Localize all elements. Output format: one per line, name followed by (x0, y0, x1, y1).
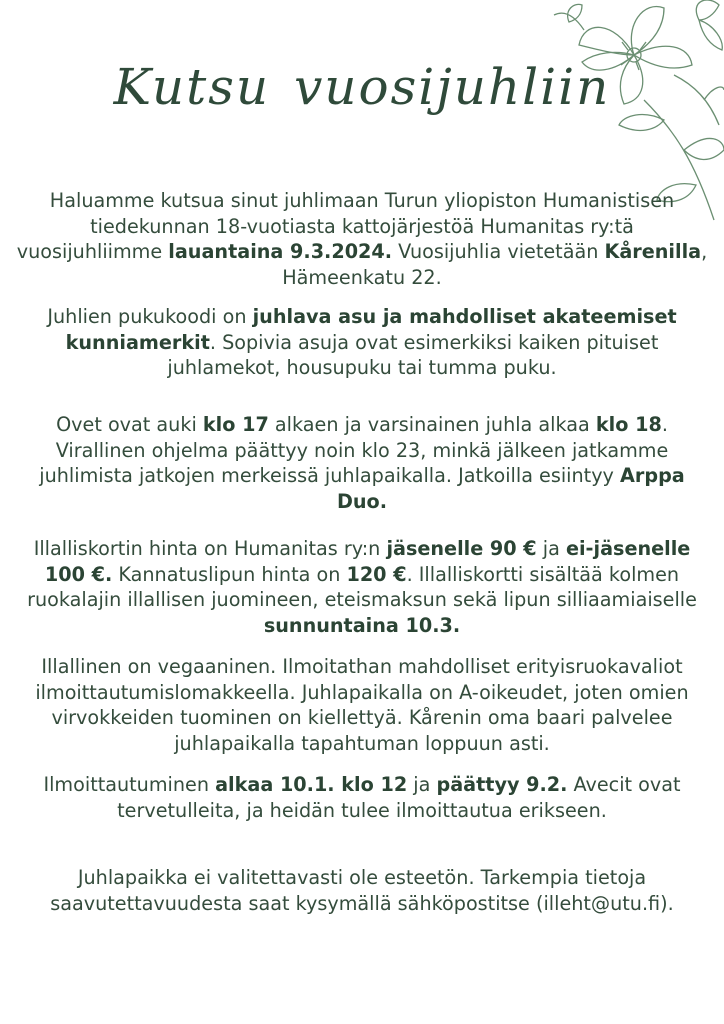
text-line (0, 613, 724, 639)
bold-text-run: klo 17 (202, 413, 269, 436)
text-line (0, 438, 724, 464)
paragraph-registration (0, 772, 724, 823)
text-run: tiedekunnan 18-vuotiasta kattojärjestöä Humanitas ry:tä (90, 214, 634, 238)
text-line (0, 891, 724, 917)
bold-text-run: 120 € (346, 562, 407, 586)
text-line (0, 214, 724, 240)
text-run: Hämeenkatu 22. (282, 265, 442, 289)
title-word-2: vuosijuhliin (294, 58, 611, 116)
text-line (0, 489, 724, 515)
text-run: Ovet ovat auki (56, 413, 203, 436)
bold-text-run: Arppa (620, 464, 685, 487)
bold-text-run: juhlava asu ja mahdolliset akateemiset (252, 305, 677, 328)
bold-text-run: Kårenilla (604, 240, 702, 263)
text-run: Juhlien pukukoodi on (47, 305, 253, 328)
page-title (0, 58, 724, 116)
text-line (0, 654, 724, 680)
text-line (0, 865, 724, 891)
text-line (0, 239, 724, 265)
bold-text-run: klo 18 (595, 413, 662, 436)
bold-text-run: ei-jäsenelle (565, 537, 691, 560)
paragraph-dinner (0, 654, 724, 756)
text-run: , (701, 240, 708, 263)
text-run: Vuosijuhlia vietetään (392, 240, 605, 263)
text-run: . Sopivia asuja ovat esimerkiksi kaiken pituiset (209, 330, 659, 354)
text-run: ja (407, 773, 437, 796)
paragraph-accessibility (0, 865, 724, 916)
text-line (0, 412, 724, 438)
text-line (0, 587, 724, 613)
bold-text-run: kunniamerkit (65, 330, 210, 354)
bold-text-run: päättyy 9.2. (436, 773, 568, 796)
bold-text-run: Duo. (336, 489, 388, 513)
text-run: vuosijuhliimme (16, 240, 169, 263)
text-run: juhlamekot, housupuku tai tumma puku. (167, 356, 557, 379)
text-run: Illalliskortin hinta on Humanitas ry:n (33, 537, 387, 560)
text-run: Juhlapaikka ei valitettavasti ole esteetön. Tarkempia tietoja (77, 866, 647, 889)
text-run: alkaen ja varsinainen juhla alkaa (268, 413, 596, 436)
text-run: . Illalliskortti sisältää kolmen (406, 562, 680, 586)
text-run: Virallinen ohjelma päättyy noin klo 23, minkä jälkeen jatkamme (55, 438, 669, 462)
text-run: juhlapaikalla tapahtuman loppuun asti. (174, 731, 550, 755)
bold-text-run: lauantaina 9.3.2024. (168, 240, 393, 263)
text-line (0, 680, 724, 706)
text-run: Haluamme kutsua sinut juhlimaan Turun yliopiston Humanistisen (49, 189, 675, 212)
text-line (0, 355, 724, 381)
text-run: Illallinen on vegaaninen. Ilmoitathan mahdolliset erityisruokavaliot (41, 655, 683, 678)
text-run: Kannatuslipun hinta on (112, 562, 347, 586)
bold-text-run: jäsenelle 90 € (386, 537, 537, 560)
bold-text-run: alkaa 10.1. klo 12 (215, 773, 408, 796)
text-line (0, 731, 724, 757)
bold-text-run: sunnuntaina 10.3. (263, 613, 461, 637)
text-line (0, 536, 724, 562)
text-line (0, 188, 724, 214)
text-line (0, 798, 724, 824)
text-line (0, 265, 724, 291)
text-run: ilmoittautumislomakkeella. Juhlapaikalla on A-oikeudet, joten omien (35, 680, 689, 704)
paragraph-prices (0, 536, 724, 638)
paragraph-schedule (0, 412, 724, 514)
text-line (0, 304, 724, 330)
text-run: virvokkeiden tuominen on kiellettyä. Kårenin oma baari palvelee (51, 706, 673, 729)
text-run: ja (536, 537, 566, 560)
text-run: juhlimista jatkojen merkeissä juhlapaikalla. Jatkoilla esiintyy (39, 464, 621, 487)
text-line (0, 463, 724, 489)
text-run: tervetulleita, ja heidän tulee ilmoittautua erikseen. (117, 798, 607, 822)
text-run: Ilmoittautuminen (43, 773, 216, 796)
text-run: saavutettavuudesta saat kysymällä sähköpostitse (illeht@utu.fi). (50, 891, 674, 915)
title-word-1: Kutsu (113, 58, 271, 116)
bold-text-run: 100 €. (44, 562, 113, 586)
text-run: Avecit ovat (567, 773, 681, 796)
text-line (0, 562, 724, 588)
paragraph-invitation (0, 188, 724, 290)
text-line (0, 705, 724, 731)
text-line (0, 330, 724, 356)
paragraph-dress-code (0, 304, 724, 381)
text-run: ruokalajin illallisen juomineen, eteismaksun sekä lipun silliaamiaiselle (27, 588, 697, 611)
text-line (0, 772, 724, 798)
text-run: . (661, 413, 668, 436)
